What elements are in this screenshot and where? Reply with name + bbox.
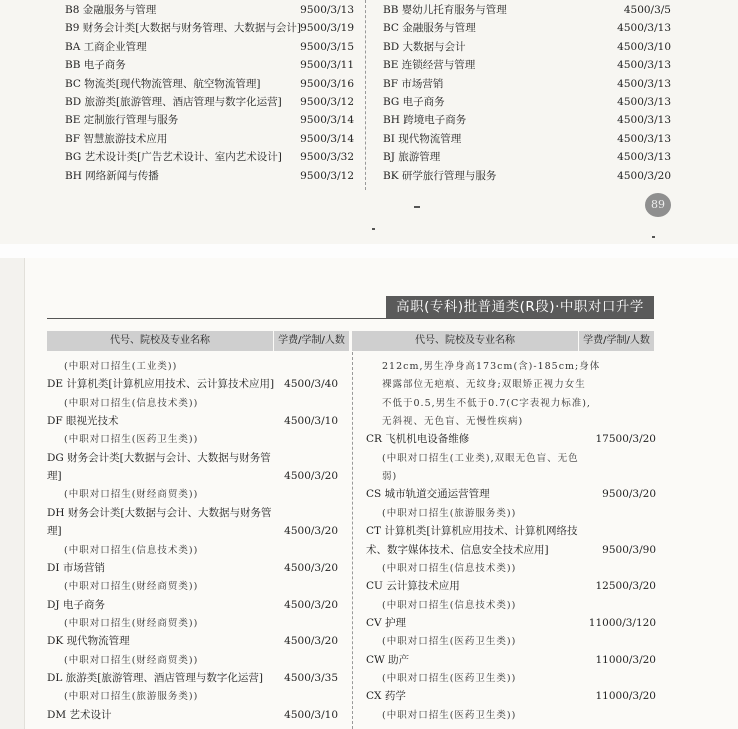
program-name: 艺术设计类[广告艺术设计、室内艺术设计]: [84, 151, 282, 164]
program-fee: 9500/3/14: [300, 132, 354, 145]
program-line: CR 飞机机电设备维修: [366, 433, 470, 446]
program-line: CW 助产: [366, 653, 410, 666]
program-note: 不低于0.5,男生不低于0.7(C字表视力标准),: [382, 397, 591, 409]
program-fee: 9500/3/13: [300, 4, 354, 16]
program-row: [65, 96, 282, 109]
header-name-left: 代号、院校及专业名称: [47, 331, 273, 351]
program-row: [65, 78, 261, 91]
program-name: 网络新闻与传播: [85, 169, 159, 182]
program-note: (中职对口招生(医药卫生类)): [382, 709, 517, 721]
program-fee: 9500/3/19: [300, 22, 354, 35]
program-note: 弱): [382, 471, 398, 483]
program-code: BG: [383, 96, 403, 108]
program-line: DK 现代物流管理: [47, 635, 130, 648]
program-fee: 4500/3/5: [623, 4, 671, 16]
program-code: BH: [65, 169, 86, 182]
program-line: DL 旅游类[旅游管理、酒店管理与数字化运营]: [47, 671, 263, 684]
program-fee: 4500/3/20: [284, 525, 338, 538]
program-line: 理]: [47, 525, 62, 538]
program-line: 理]: [47, 470, 62, 483]
program-note: 212cm,男生净身高173cm(含)-185cm;身体: [382, 361, 601, 372]
program-fee: 12500/3/20: [595, 580, 656, 593]
program-code: BK: [383, 169, 402, 182]
program-fee: 11000/3/20: [595, 690, 656, 703]
program-row: [383, 78, 443, 91]
program-line: DE 计算机类[计算机应用技术、云计算技术应用]: [47, 378, 275, 391]
program-note: 裸露部位无疤痕、无纹身;双眼矫正视力女生: [382, 379, 586, 391]
program-name: 工商企业管理: [83, 40, 147, 53]
header-fee-left: 学费/学制/人数: [274, 331, 349, 351]
program-code: BB: [65, 59, 84, 72]
program-row: [383, 22, 476, 35]
program-fee: 4500/3/10: [284, 415, 338, 428]
program-code: BH: [383, 114, 404, 127]
program-fee: 4500/3/20: [617, 169, 671, 182]
program-name: 物流类[现代物流管理、航空物流管理]: [84, 77, 261, 90]
program-name: 市场营销: [401, 77, 444, 90]
program-row: [383, 59, 475, 72]
program-fee: 4500/3/13: [617, 132, 671, 145]
program-row: [65, 4, 156, 17]
program-row: [383, 151, 440, 164]
section-banner: 高职(专科)批普通类(R段)·中职对口升学: [386, 296, 654, 318]
program-name: 婴幼儿托育服务与管理: [401, 4, 507, 16]
program-code: BB: [383, 4, 402, 16]
program-name: 研学旅行管理与服务: [401, 169, 497, 182]
program-fee: 4500/3/13: [617, 59, 671, 72]
program-code: BD: [383, 40, 403, 53]
header-fee-right: 学费/学制/人数: [579, 331, 654, 351]
program-row: [65, 114, 178, 127]
scan-speck: [414, 206, 420, 208]
program-fee: 11000/3/20: [595, 653, 656, 666]
program-row: [383, 41, 465, 54]
program-note: (中职对口招生(信息技术类)): [382, 599, 517, 611]
program-code: BC: [65, 77, 85, 90]
program-code: BA: [65, 40, 84, 53]
scan-speck: [372, 228, 375, 230]
program-fee: 9500/3/90: [602, 543, 656, 556]
program-name: 财务会计类[大数据与财务管理、大数据与会计]: [82, 22, 301, 35]
program-name: 跨境电子商务: [403, 114, 467, 127]
program-name: 电子商务: [402, 96, 445, 108]
program-note: (中职对口招生(工业类)): [64, 361, 178, 372]
program-name: 电子商务: [83, 59, 126, 72]
program-fee: 4500/3/13: [617, 114, 671, 127]
program-fee: 9500/3/12: [300, 169, 354, 182]
program-line: DH 财务会计类[大数据与会计、大数据与财务管: [47, 506, 272, 519]
program-note: (中职对口招生(财经商贸类)): [64, 617, 199, 629]
program-line: CS 城市轨道交通运营管理: [366, 488, 490, 501]
column-divider-bottom: [352, 352, 353, 729]
program-row: [383, 96, 445, 109]
program-note: (中职对口招生(信息技术类)): [382, 562, 517, 574]
column-divider-top: [365, 0, 366, 190]
program-code: BG: [65, 151, 85, 164]
program-fee: 4500/3/35: [284, 671, 338, 684]
program-row: [65, 151, 282, 164]
program-code: B8: [65, 4, 83, 16]
program-line: DJ 电子商务: [47, 598, 105, 611]
program-line: CT 计算机类[计算机应用技术、计算机网络技: [366, 525, 578, 538]
program-note: (中职对口招生(医药卫生类)): [64, 434, 199, 446]
program-fee: 9500/3/12: [300, 96, 354, 108]
program-name: 金融服务与管理: [402, 22, 476, 35]
program-row: [383, 4, 507, 17]
program-line: DG 财务会计类[大数据与会计、大数据与财务管: [47, 451, 271, 464]
program-fee: 9500/3/16: [300, 77, 354, 90]
program-fee: 4500/3/20: [284, 598, 338, 611]
program-row: [65, 59, 126, 72]
program-name: 智慧旅游技术应用: [83, 132, 168, 145]
program-line: DF 眼视光技术: [47, 415, 119, 428]
program-note: (中职对口招生(工业类),双眼无色盲、无色: [382, 452, 579, 464]
program-fee: 17500/3/20: [595, 433, 656, 446]
program-fee: 9500/3/20: [602, 488, 656, 501]
program-line: 术、数字媒体技术、信息安全技术应用]: [366, 543, 549, 556]
program-line: DM 艺术设计: [47, 708, 112, 721]
program-note: (中职对口招生(财经商贸类)): [64, 489, 199, 501]
program-name: 大数据与会计: [402, 40, 466, 53]
page-number: 89: [645, 193, 671, 217]
scan-speck: [652, 236, 655, 238]
page-gap: [0, 244, 738, 258]
program-fee: 9500/3/11: [300, 59, 354, 72]
program-row: [65, 133, 167, 146]
program-fee: 4500/3/13: [617, 77, 671, 90]
program-name: 定制旅行管理与服务: [83, 114, 179, 127]
program-code: BC: [383, 22, 403, 35]
program-note: (中职对口招生(医药卫生类)): [382, 636, 517, 648]
program-code: BD: [65, 96, 85, 108]
program-name: 现代物流管理: [398, 132, 462, 145]
program-code: BF: [383, 77, 402, 90]
program-line: DI 市场营销: [47, 561, 105, 574]
program-note: (中职对口招生(信息技术类)): [64, 544, 199, 556]
program-line: CX 药学: [366, 690, 406, 703]
program-name: 金融服务与管理: [82, 4, 157, 16]
program-code: BE: [383, 59, 402, 72]
program-row: [65, 22, 301, 35]
program-fee: 9500/3/32: [300, 151, 354, 164]
program-code: B9: [65, 22, 83, 35]
header-name-right: 代号、院校及专业名称: [352, 331, 578, 351]
program-note: (中职对口招生(医药卫生类)): [382, 672, 517, 684]
program-row: [383, 114, 466, 127]
program-line: CV 护理: [366, 616, 406, 629]
program-code: BE: [65, 114, 84, 127]
program-note: (中职对口招生(信息技术类)): [64, 397, 199, 409]
program-row: [383, 133, 461, 146]
program-fee: 4500/3/13: [617, 22, 671, 35]
program-name: 旅游管理: [398, 151, 441, 164]
program-fee: 4500/3/20: [284, 635, 338, 648]
program-fee: 4500/3/20: [284, 561, 338, 574]
banner-rule: [47, 318, 654, 319]
program-line: CU 云计算技术应用: [366, 580, 460, 593]
program-note: (中职对口招生(旅游服务类)): [382, 507, 517, 519]
program-code: BJ: [383, 151, 399, 164]
program-note: (中职对口招生(旅游服务类)): [64, 691, 199, 703]
program-row: [383, 170, 496, 183]
program-name: 旅游类[旅游管理、酒店管理与数字化运营]: [84, 96, 282, 108]
program-code: BF: [65, 132, 84, 145]
program-fee: 4500/3/40: [284, 378, 338, 391]
program-fee: 4500/3/10: [284, 708, 338, 721]
program-name: 连锁经营与管理: [401, 59, 476, 72]
program-fee: 4500/3/13: [617, 96, 671, 108]
program-fee: 4500/3/10: [617, 40, 671, 53]
program-fee: 4500/3/20: [284, 470, 338, 483]
program-note: (中职对口招生(财经商贸类)): [64, 581, 199, 593]
program-fee: 11000/3/120: [588, 616, 656, 629]
program-row: [65, 41, 147, 54]
program-row: [65, 170, 159, 183]
program-fee: 9500/3/15: [300, 40, 354, 53]
program-note: 无斜视、无色盲、无慢性疾病): [382, 416, 524, 428]
program-fee: 4500/3/13: [617, 151, 671, 164]
program-code: BI: [383, 132, 399, 145]
program-note: (中职对口招生(财经商贸类)): [64, 654, 199, 666]
program-fee: 9500/3/14: [300, 114, 354, 127]
